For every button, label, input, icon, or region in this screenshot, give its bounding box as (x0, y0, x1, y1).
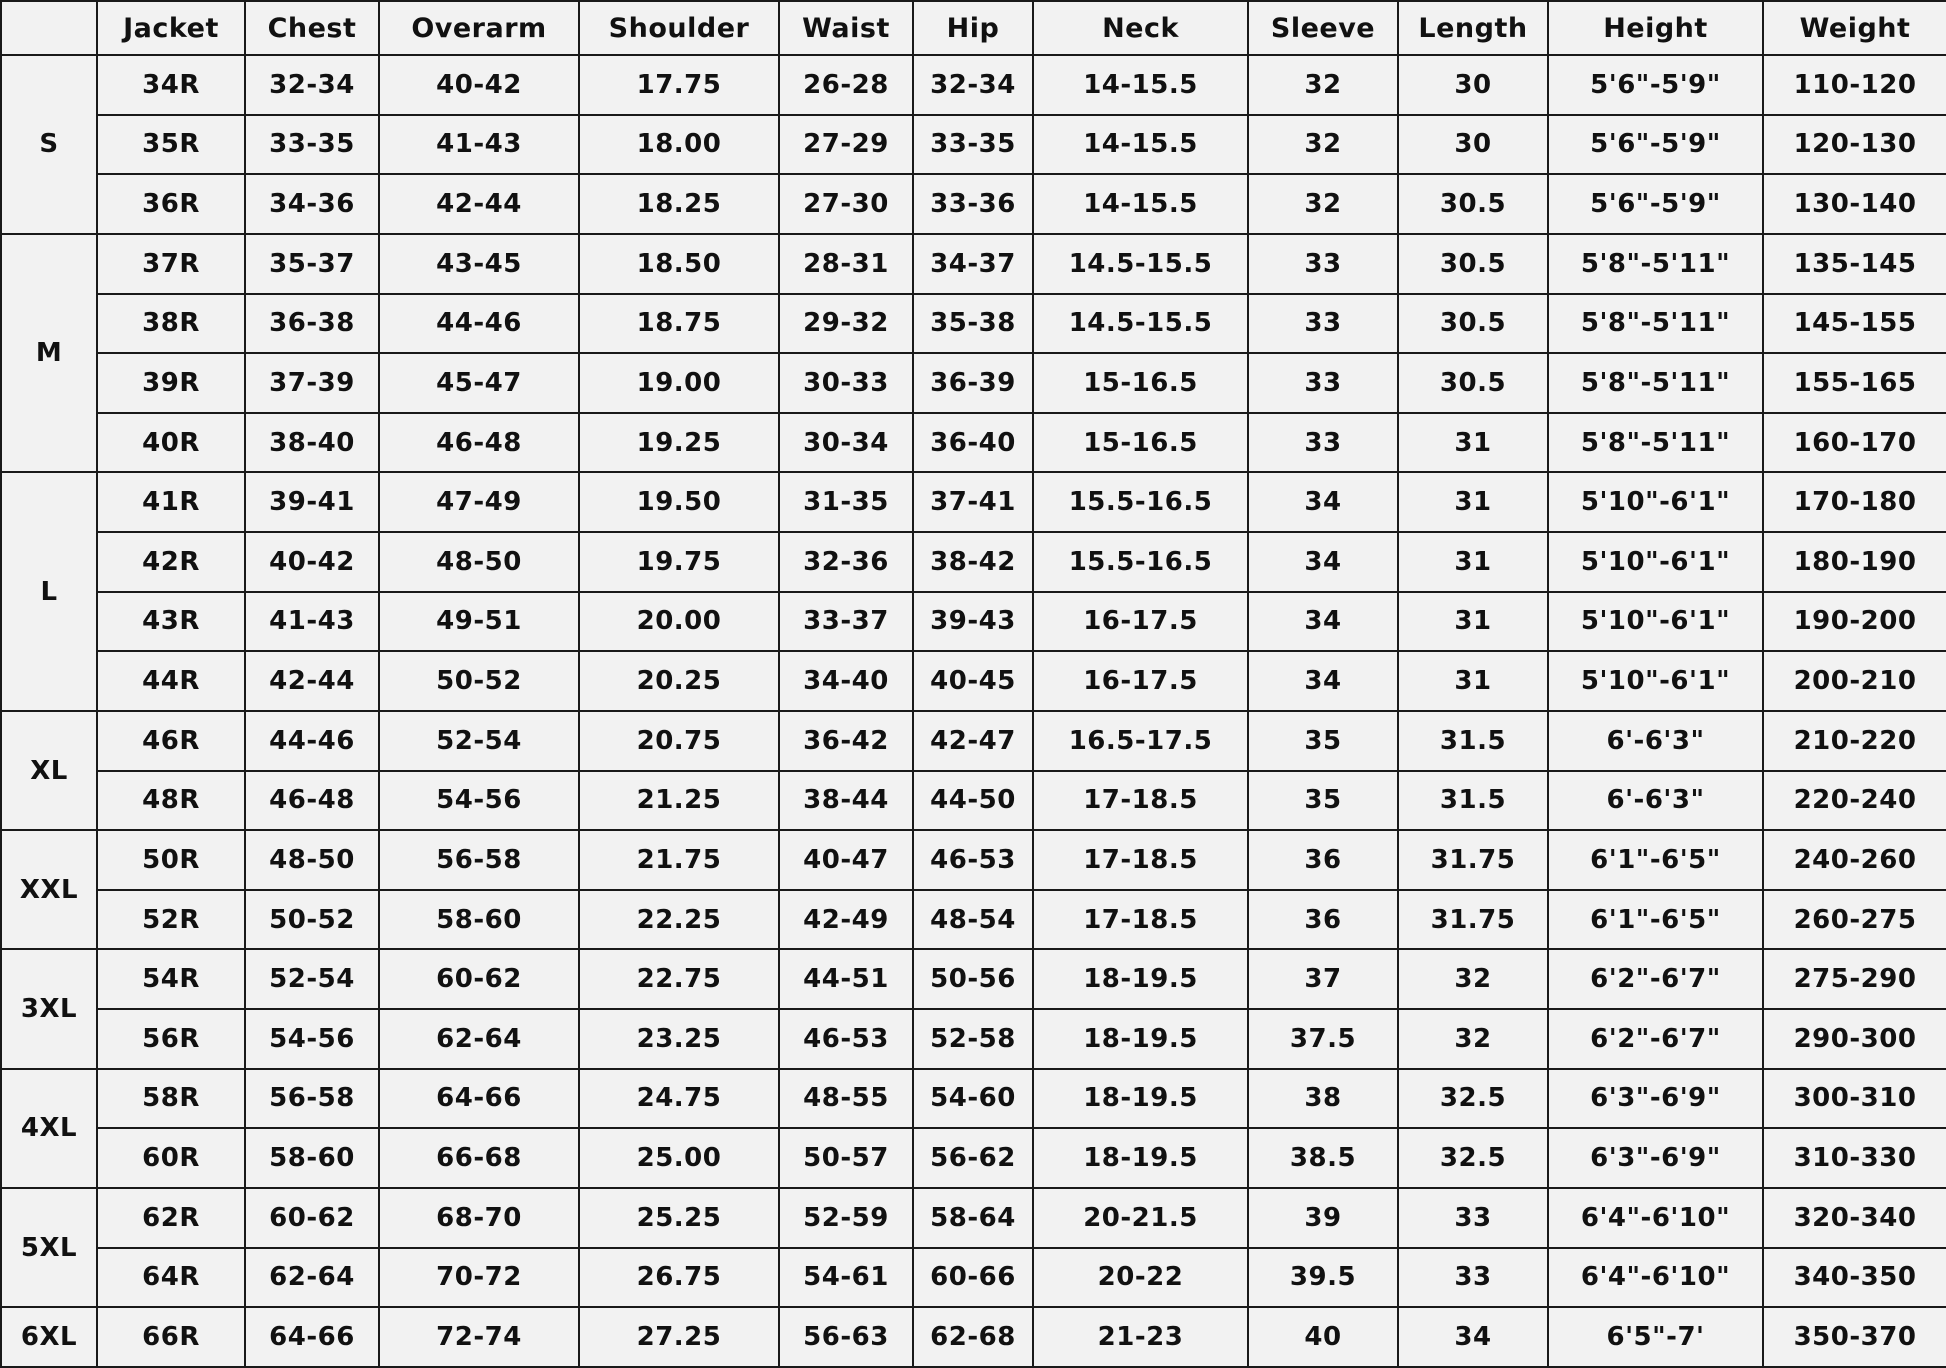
cell-hip: 42-47 (913, 711, 1033, 771)
cell-waist: 36-42 (779, 711, 913, 771)
cell-height: 6'4"-6'10" (1548, 1188, 1763, 1248)
cell-waist: 30-34 (779, 413, 913, 473)
cell-sleeve: 39.5 (1248, 1248, 1398, 1308)
header-cell-sleeve: Sleeve (1248, 1, 1398, 55)
cell-sleeve: 39 (1248, 1188, 1398, 1248)
cell-chest: 52-54 (245, 949, 379, 1009)
cell-shoulder: 25.25 (579, 1188, 779, 1248)
table-row (1, 55, 1946, 115)
table-row (1, 115, 1946, 175)
cell-length: 32 (1398, 949, 1548, 1009)
cell-chest: 38-40 (245, 413, 379, 473)
cell-waist: 26-28 (779, 55, 913, 115)
header-cell-overarm: Overarm (379, 1, 579, 55)
cell-length: 31.5 (1398, 711, 1548, 771)
cell-waist: 27-29 (779, 115, 913, 175)
cell-weight: 220-240 (1763, 771, 1946, 831)
cell-height: 6'-6'3" (1548, 771, 1763, 831)
cell-weight: 320-340 (1763, 1188, 1946, 1248)
cell-weight: 120-130 (1763, 115, 1946, 175)
cell-waist: 32-36 (779, 532, 913, 592)
cell-chest: 37-39 (245, 353, 379, 413)
cell-weight: 340-350 (1763, 1248, 1946, 1308)
cell-hip: 32-34 (913, 55, 1033, 115)
cell-height: 6'3"-6'9" (1548, 1128, 1763, 1188)
cell-shoulder: 26.75 (579, 1248, 779, 1308)
cell-neck: 18-19.5 (1033, 1128, 1248, 1188)
cell-overarm: 41-43 (379, 115, 579, 175)
cell-neck: 18-19.5 (1033, 949, 1248, 1009)
cell-chest: 56-58 (245, 1069, 379, 1129)
cell-chest: 62-64 (245, 1248, 379, 1308)
cell-jacket: 46R (97, 711, 245, 771)
cell-overarm: 45-47 (379, 353, 579, 413)
cell-overarm: 42-44 (379, 174, 579, 234)
cell-length: 33 (1398, 1188, 1548, 1248)
cell-overarm: 50-52 (379, 651, 579, 711)
cell-length: 32.5 (1398, 1128, 1548, 1188)
table-row (1, 1307, 1946, 1367)
cell-jacket: 36R (97, 174, 245, 234)
table-row (1, 413, 1946, 473)
cell-weight: 145-155 (1763, 294, 1946, 354)
cell-sleeve: 33 (1248, 353, 1398, 413)
cell-waist: 42-49 (779, 890, 913, 950)
cell-overarm: 43-45 (379, 234, 579, 294)
cell-sleeve: 32 (1248, 55, 1398, 115)
cell-waist: 28-31 (779, 234, 913, 294)
cell-length: 30 (1398, 55, 1548, 115)
cell-hip: 36-40 (913, 413, 1033, 473)
cell-neck: 18-19.5 (1033, 1009, 1248, 1069)
cell-weight: 200-210 (1763, 651, 1946, 711)
cell-neck: 14.5-15.5 (1033, 234, 1248, 294)
cell-sleeve: 37.5 (1248, 1009, 1398, 1069)
cell-length: 33 (1398, 1248, 1548, 1308)
header-row (1, 1, 1946, 55)
cell-chest: 46-48 (245, 771, 379, 831)
cell-hip: 56-62 (913, 1128, 1033, 1188)
cell-height: 6'-6'3" (1548, 711, 1763, 771)
cell-neck: 14-15.5 (1033, 115, 1248, 175)
cell-hip: 44-50 (913, 771, 1033, 831)
cell-waist: 44-51 (779, 949, 913, 1009)
cell-waist: 46-53 (779, 1009, 913, 1069)
cell-neck: 17-18.5 (1033, 830, 1248, 890)
cell-height: 5'8"-5'11" (1548, 294, 1763, 354)
cell-shoulder: 27.25 (579, 1307, 779, 1367)
cell-length: 31 (1398, 592, 1548, 652)
cell-overarm: 46-48 (379, 413, 579, 473)
cell-chest: 35-37 (245, 234, 379, 294)
cell-shoulder: 23.25 (579, 1009, 779, 1069)
cell-chest: 44-46 (245, 711, 379, 771)
cell-chest: 58-60 (245, 1128, 379, 1188)
cell-hip: 58-64 (913, 1188, 1033, 1248)
cell-shoulder: 19.50 (579, 472, 779, 532)
size-group-label: M (1, 234, 97, 473)
header-cell-chest: Chest (245, 1, 379, 55)
cell-hip: 50-56 (913, 949, 1033, 1009)
cell-waist: 30-33 (779, 353, 913, 413)
cell-hip: 35-38 (913, 294, 1033, 354)
cell-weight: 290-300 (1763, 1009, 1946, 1069)
cell-sleeve: 38.5 (1248, 1128, 1398, 1188)
cell-height: 5'10"-6'1" (1548, 532, 1763, 592)
cell-weight: 155-165 (1763, 353, 1946, 413)
cell-sleeve: 34 (1248, 472, 1398, 532)
cell-neck: 17-18.5 (1033, 771, 1248, 831)
cell-waist: 29-32 (779, 294, 913, 354)
cell-jacket: 43R (97, 592, 245, 652)
cell-length: 30 (1398, 115, 1548, 175)
cell-neck: 15-16.5 (1033, 353, 1248, 413)
cell-shoulder: 18.75 (579, 294, 779, 354)
cell-height: 6'1"-6'5" (1548, 830, 1763, 890)
cell-shoulder: 25.00 (579, 1128, 779, 1188)
cell-overarm: 68-70 (379, 1188, 579, 1248)
cell-length: 31 (1398, 413, 1548, 473)
table-row (1, 1248, 1946, 1308)
cell-shoulder: 19.75 (579, 532, 779, 592)
table-header (1, 1, 1946, 55)
cell-length: 30.5 (1398, 353, 1548, 413)
cell-overarm: 60-62 (379, 949, 579, 1009)
table-row (1, 890, 1946, 950)
header-cell-waist: Waist (779, 1, 913, 55)
cell-jacket: 35R (97, 115, 245, 175)
cell-weight: 190-200 (1763, 592, 1946, 652)
cell-hip: 52-58 (913, 1009, 1033, 1069)
cell-weight: 300-310 (1763, 1069, 1946, 1129)
cell-neck: 16.5-17.5 (1033, 711, 1248, 771)
table-row (1, 651, 1946, 711)
cell-sleeve: 35 (1248, 771, 1398, 831)
cell-sleeve: 34 (1248, 532, 1398, 592)
cell-length: 31.75 (1398, 890, 1548, 950)
cell-sleeve: 32 (1248, 115, 1398, 175)
table-row (1, 234, 1946, 294)
cell-chest: 64-66 (245, 1307, 379, 1367)
cell-height: 5'10"-6'1" (1548, 592, 1763, 652)
cell-height: 5'8"-5'11" (1548, 413, 1763, 473)
cell-overarm: 52-54 (379, 711, 579, 771)
cell-hip: 38-42 (913, 532, 1033, 592)
cell-overarm: 54-56 (379, 771, 579, 831)
cell-weight: 310-330 (1763, 1128, 1946, 1188)
header-cell-jacket: Jacket (97, 1, 245, 55)
cell-height: 5'8"-5'11" (1548, 353, 1763, 413)
size-group-label: 3XL (1, 949, 97, 1068)
table-row (1, 294, 1946, 354)
cell-neck: 20-22 (1033, 1248, 1248, 1308)
cell-sleeve: 33 (1248, 234, 1398, 294)
cell-neck: 20-21.5 (1033, 1188, 1248, 1248)
cell-sleeve: 36 (1248, 830, 1398, 890)
cell-hip: 62-68 (913, 1307, 1033, 1367)
header-cell-size-group (1, 1, 97, 55)
cell-waist: 33-37 (779, 592, 913, 652)
cell-chest: 50-52 (245, 890, 379, 950)
cell-overarm: 64-66 (379, 1069, 579, 1129)
table-row (1, 472, 1946, 532)
cell-length: 30.5 (1398, 174, 1548, 234)
cell-height: 5'8"-5'11" (1548, 234, 1763, 294)
cell-sleeve: 35 (1248, 711, 1398, 771)
cell-neck: 17-18.5 (1033, 890, 1248, 950)
cell-overarm: 70-72 (379, 1248, 579, 1308)
cell-shoulder: 20.25 (579, 651, 779, 711)
size-group-label: XXL (1, 830, 97, 949)
cell-sleeve: 34 (1248, 592, 1398, 652)
cell-hip: 34-37 (913, 234, 1033, 294)
cell-shoulder: 24.75 (579, 1069, 779, 1129)
cell-neck: 16-17.5 (1033, 592, 1248, 652)
cell-height: 6'3"-6'9" (1548, 1069, 1763, 1129)
cell-overarm: 44-46 (379, 294, 579, 354)
cell-shoulder: 20.75 (579, 711, 779, 771)
header-cell-weight: Weight (1763, 1, 1946, 55)
cell-hip: 33-35 (913, 115, 1033, 175)
header-cell-length: Length (1398, 1, 1548, 55)
cell-height: 5'10"-6'1" (1548, 651, 1763, 711)
cell-neck: 14-15.5 (1033, 55, 1248, 115)
cell-hip: 46-53 (913, 830, 1033, 890)
cell-waist: 50-57 (779, 1128, 913, 1188)
cell-height: 5'6"-5'9" (1548, 174, 1763, 234)
table-row (1, 1009, 1946, 1069)
cell-overarm: 66-68 (379, 1128, 579, 1188)
cell-waist: 31-35 (779, 472, 913, 532)
cell-sleeve: 37 (1248, 949, 1398, 1009)
cell-neck: 21-23 (1033, 1307, 1248, 1367)
cell-neck: 15-16.5 (1033, 413, 1248, 473)
cell-shoulder: 17.75 (579, 55, 779, 115)
cell-length: 31.75 (1398, 830, 1548, 890)
cell-length: 32 (1398, 1009, 1548, 1069)
cell-chest: 34-36 (245, 174, 379, 234)
cell-sleeve: 34 (1248, 651, 1398, 711)
cell-jacket: 42R (97, 532, 245, 592)
cell-shoulder: 18.00 (579, 115, 779, 175)
cell-waist: 56-63 (779, 1307, 913, 1367)
cell-jacket: 37R (97, 234, 245, 294)
cell-sleeve: 33 (1248, 413, 1398, 473)
cell-neck: 16-17.5 (1033, 651, 1248, 711)
cell-length: 34 (1398, 1307, 1548, 1367)
cell-weight: 275-290 (1763, 949, 1946, 1009)
cell-waist: 27-30 (779, 174, 913, 234)
cell-chest: 36-38 (245, 294, 379, 354)
cell-jacket: 50R (97, 830, 245, 890)
cell-length: 31 (1398, 651, 1548, 711)
cell-weight: 260-275 (1763, 890, 1946, 950)
cell-jacket: 40R (97, 413, 245, 473)
cell-hip: 37-41 (913, 472, 1033, 532)
cell-chest: 33-35 (245, 115, 379, 175)
cell-jacket: 34R (97, 55, 245, 115)
size-group-label: 6XL (1, 1307, 97, 1367)
cell-length: 30.5 (1398, 294, 1548, 354)
cell-jacket: 52R (97, 890, 245, 950)
cell-jacket: 56R (97, 1009, 245, 1069)
table-row (1, 174, 1946, 234)
cell-sleeve: 36 (1248, 890, 1398, 950)
cell-chest: 41-43 (245, 592, 379, 652)
cell-weight: 350-370 (1763, 1307, 1946, 1367)
cell-jacket: 38R (97, 294, 245, 354)
cell-hip: 54-60 (913, 1069, 1033, 1129)
cell-overarm: 56-58 (379, 830, 579, 890)
cell-height: 5'6"-5'9" (1548, 115, 1763, 175)
cell-jacket: 64R (97, 1248, 245, 1308)
cell-hip: 33-36 (913, 174, 1033, 234)
cell-hip: 60-66 (913, 1248, 1033, 1308)
cell-height: 6'4"-6'10" (1548, 1248, 1763, 1308)
cell-jacket: 60R (97, 1128, 245, 1188)
cell-shoulder: 21.75 (579, 830, 779, 890)
cell-waist: 40-47 (779, 830, 913, 890)
size-group-label: L (1, 472, 97, 711)
cell-chest: 60-62 (245, 1188, 379, 1248)
cell-neck: 14-15.5 (1033, 174, 1248, 234)
table-row (1, 592, 1946, 652)
cell-length: 30.5 (1398, 234, 1548, 294)
cell-waist: 34-40 (779, 651, 913, 711)
cell-jacket: 48R (97, 771, 245, 831)
cell-hip: 48-54 (913, 890, 1033, 950)
cell-chest: 54-56 (245, 1009, 379, 1069)
cell-neck: 18-19.5 (1033, 1069, 1248, 1129)
cell-overarm: 58-60 (379, 890, 579, 950)
cell-shoulder: 18.50 (579, 234, 779, 294)
cell-chest: 39-41 (245, 472, 379, 532)
cell-shoulder: 22.75 (579, 949, 779, 1009)
header-cell-shoulder: Shoulder (579, 1, 779, 55)
table-row (1, 1188, 1946, 1248)
table-row (1, 949, 1946, 1009)
table-row (1, 771, 1946, 831)
cell-hip: 36-39 (913, 353, 1033, 413)
cell-sleeve: 32 (1248, 174, 1398, 234)
cell-neck: 15.5-16.5 (1033, 532, 1248, 592)
cell-height: 5'10"-6'1" (1548, 472, 1763, 532)
size-group-label: XL (1, 711, 97, 830)
cell-height: 6'2"-6'7" (1548, 949, 1763, 1009)
table-row (1, 1128, 1946, 1188)
cell-weight: 210-220 (1763, 711, 1946, 771)
cell-length: 31 (1398, 472, 1548, 532)
cell-waist: 38-44 (779, 771, 913, 831)
cell-weight: 110-120 (1763, 55, 1946, 115)
cell-jacket: 58R (97, 1069, 245, 1129)
cell-overarm: 49-51 (379, 592, 579, 652)
table-row (1, 830, 1946, 890)
cell-jacket: 54R (97, 949, 245, 1009)
cell-height: 6'5"-7' (1548, 1307, 1763, 1367)
cell-shoulder: 20.00 (579, 592, 779, 652)
cell-chest: 40-42 (245, 532, 379, 592)
cell-chest: 42-44 (245, 651, 379, 711)
cell-overarm: 62-64 (379, 1009, 579, 1069)
cell-length: 32.5 (1398, 1069, 1548, 1129)
cell-shoulder: 21.25 (579, 771, 779, 831)
cell-weight: 135-145 (1763, 234, 1946, 294)
cell-height: 6'1"-6'5" (1548, 890, 1763, 950)
cell-sleeve: 33 (1248, 294, 1398, 354)
table-body (1, 55, 1946, 1367)
cell-neck: 14.5-15.5 (1033, 294, 1248, 354)
cell-weight: 180-190 (1763, 532, 1946, 592)
cell-hip: 39-43 (913, 592, 1033, 652)
cell-jacket: 66R (97, 1307, 245, 1367)
size-group-label: 4XL (1, 1069, 97, 1188)
cell-overarm: 72-74 (379, 1307, 579, 1367)
table-row (1, 711, 1946, 771)
size-group-label: S (1, 55, 97, 234)
cell-waist: 54-61 (779, 1248, 913, 1308)
cell-height: 5'6"-5'9" (1548, 55, 1763, 115)
cell-jacket: 39R (97, 353, 245, 413)
cell-overarm: 47-49 (379, 472, 579, 532)
cell-weight: 240-260 (1763, 830, 1946, 890)
cell-length: 31.5 (1398, 771, 1548, 831)
cell-weight: 160-170 (1763, 413, 1946, 473)
cell-length: 31 (1398, 532, 1548, 592)
cell-neck: 15.5-16.5 (1033, 472, 1248, 532)
cell-hip: 40-45 (913, 651, 1033, 711)
cell-shoulder: 18.25 (579, 174, 779, 234)
table-row (1, 1069, 1946, 1129)
cell-jacket: 62R (97, 1188, 245, 1248)
cell-weight: 130-140 (1763, 174, 1946, 234)
header-cell-hip: Hip (913, 1, 1033, 55)
size-group-label: 5XL (1, 1188, 97, 1307)
cell-chest: 32-34 (245, 55, 379, 115)
header-cell-height: Height (1548, 1, 1763, 55)
cell-chest: 48-50 (245, 830, 379, 890)
header-cell-neck: Neck (1033, 1, 1248, 55)
cell-shoulder: 19.00 (579, 353, 779, 413)
cell-shoulder: 19.25 (579, 413, 779, 473)
cell-jacket: 44R (97, 651, 245, 711)
cell-waist: 52-59 (779, 1188, 913, 1248)
table-row (1, 532, 1946, 592)
cell-waist: 48-55 (779, 1069, 913, 1129)
table-row (1, 353, 1946, 413)
cell-overarm: 40-42 (379, 55, 579, 115)
cell-sleeve: 40 (1248, 1307, 1398, 1367)
cell-height: 6'2"-6'7" (1548, 1009, 1763, 1069)
cell-sleeve: 38 (1248, 1069, 1398, 1129)
cell-jacket: 41R (97, 472, 245, 532)
cell-shoulder: 22.25 (579, 890, 779, 950)
cell-overarm: 48-50 (379, 532, 579, 592)
cell-weight: 170-180 (1763, 472, 1946, 532)
